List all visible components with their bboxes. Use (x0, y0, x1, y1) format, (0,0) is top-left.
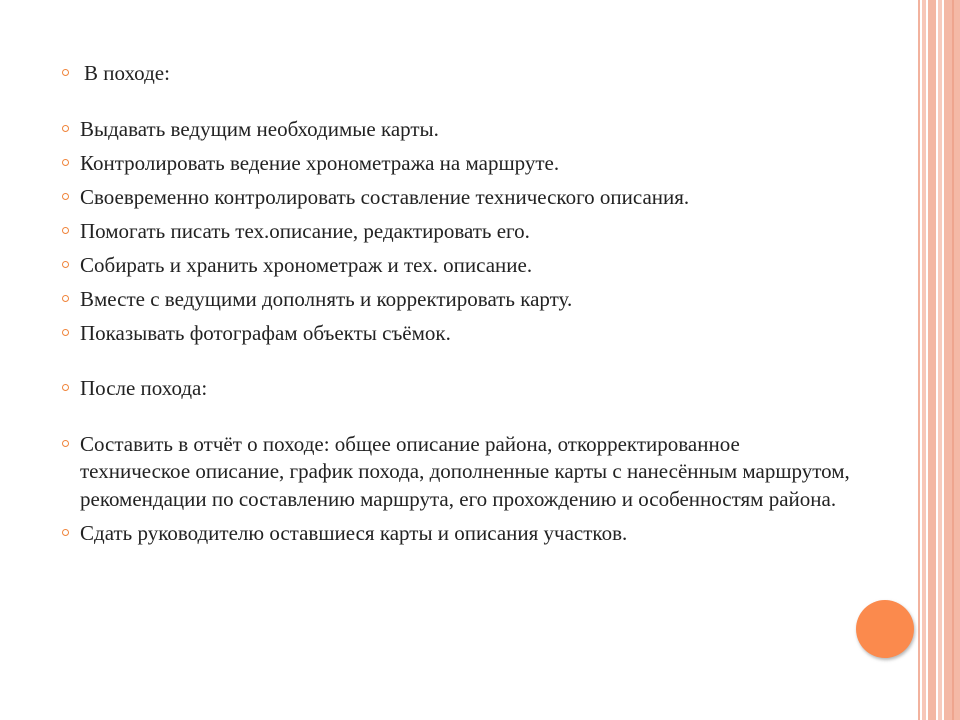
list-item-text: Вместе с ведущими дополнять и корректировать карту. (80, 286, 573, 311)
list-heading (62, 375, 852, 403)
circle-bullet-icon (62, 529, 69, 536)
circle-bullet-icon (62, 193, 69, 200)
list-item-text: Показывать фотографам объекты съёмок. (80, 320, 451, 345)
circle-bullet-icon (62, 159, 69, 166)
decorative-stripe (922, 0, 926, 720)
list-item-text: Составить в отчёт о походе: общее описание района, откорректированное техническое описание, график похода, дополненные карты с нанесённым маршрутом, рекомендации по составлению маршрута, его прохождению и особенностям района. (80, 431, 850, 511)
bullet-list (62, 60, 852, 554)
list-item-text: Собирать и хранить хронометраж и тех. описание. (80, 252, 533, 277)
list-heading (62, 60, 852, 88)
list-item-text: Выдавать ведущим необходимые карты. (80, 116, 439, 141)
list-item-text: Помогать писать тех.описание, редактировать его. (80, 218, 530, 243)
circle-bullet-icon (62, 295, 69, 302)
decorative-stripe (938, 0, 942, 720)
list-item (62, 218, 852, 246)
circle-bullet-icon (62, 329, 69, 336)
decorative-stripe (952, 0, 954, 720)
list-item (62, 252, 852, 280)
list-item (62, 320, 852, 348)
decorative-stripe (928, 0, 936, 720)
heading-text: После похода: (80, 376, 208, 400)
list-item-text: Своевременно контролировать составление технического описания. (80, 184, 690, 209)
circle-bullet-icon (62, 440, 69, 447)
circle-bullet-icon (62, 384, 69, 391)
list-item (62, 520, 852, 548)
decorative-stripe (918, 0, 920, 720)
list-item-text: Сдать руководителю оставшиеся карты и описания участков. (80, 520, 628, 545)
heading-text: В походе: (84, 61, 170, 85)
circle-bullet-icon (62, 261, 69, 268)
list-item (62, 116, 852, 144)
list-item (62, 286, 852, 314)
list-item (62, 150, 852, 178)
list-item-text: Контролировать ведение хронометража на маршруте. (80, 150, 560, 175)
decorative-circle (856, 600, 914, 658)
circle-bullet-icon (62, 227, 69, 234)
list-item (62, 431, 850, 514)
circle-bullet-icon (62, 125, 69, 132)
circle-bullet-icon (62, 69, 69, 76)
list-item (62, 184, 760, 212)
